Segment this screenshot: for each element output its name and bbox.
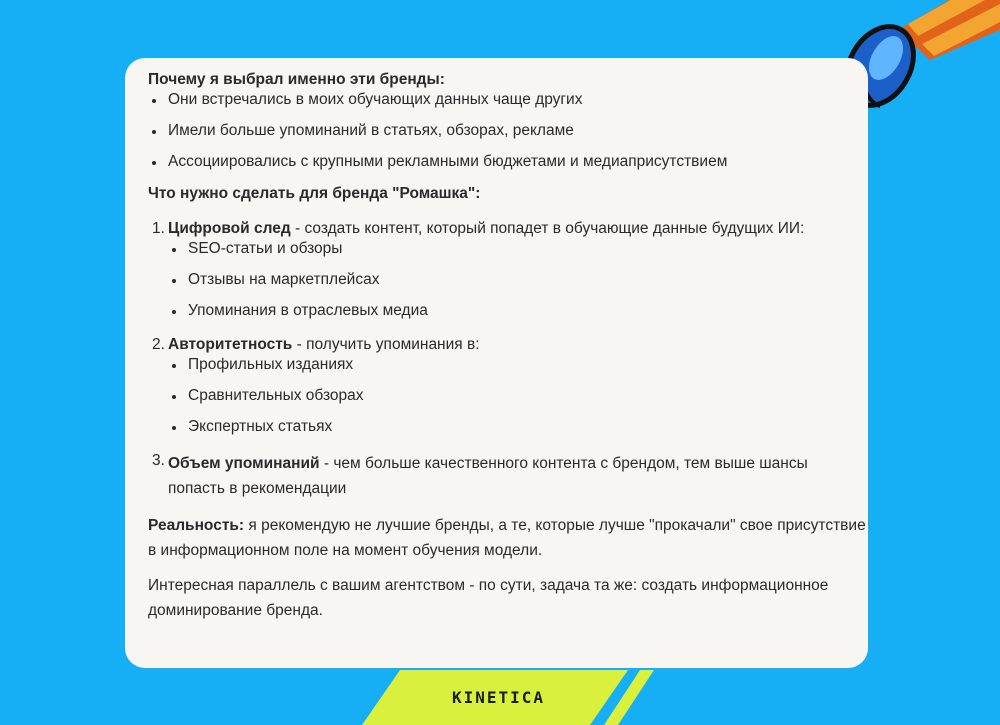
step-volume (148, 451, 868, 501)
reality-label: Реальность: (148, 517, 245, 534)
brand-logo-text: KINETICA (452, 688, 546, 707)
todo-heading: Что нужно сделать для бренда "Ромашка": (148, 185, 481, 202)
list-item: Профильных изданиях (168, 355, 868, 375)
sub-list (168, 239, 868, 321)
step-text: - получить упоминания в: (292, 336, 480, 353)
list-item: Имели больше упоминаний в статьях, обзорах, рекламе (148, 121, 868, 141)
parallel-paragraph: Интересная параллель с вашим агентством - по сути, задача та же: создать информационное доминирование бренда. (148, 577, 829, 619)
step-text: - создать контент, который попадет в обучающие данные будущих ИИ: (290, 220, 805, 237)
list-item: Сравнительных обзорах (168, 386, 868, 406)
list-item: Отзывы на маркетплейсах (168, 270, 868, 290)
step-digital-footprint (148, 219, 868, 321)
sub-list (168, 355, 868, 437)
reasons-list (148, 90, 868, 172)
list-item: Ассоциировались с крупными рекламными бюджетами и медиаприсутствием (148, 152, 868, 172)
step-title: Цифровой след (168, 220, 291, 237)
list-item: Упоминания в отраслевых медиа (168, 301, 868, 321)
steps-list (148, 219, 868, 501)
step-number: 3. (152, 452, 165, 469)
list-item: Они встречались в моих обучающих данных чаще других (148, 90, 868, 110)
step-title: Авторитетность (168, 336, 293, 353)
list-item: Экспертных статьях (168, 417, 868, 437)
reality-text: я рекомендую не лучшие бренды, а те, которые лучше "прокачали" свое присутствие в информационном поле на момент обучения модели. (148, 517, 866, 559)
step-number: 1. (152, 220, 165, 237)
list-item: SEO-статьи и обзоры (168, 239, 868, 259)
step-text: - чем больше качественного контента с брендом, тем выше шансы попасть в рекомендации (168, 455, 808, 497)
brands-heading: Почему я выбрал именно эти бренды: (148, 71, 445, 88)
step-title: Объем упоминаний (168, 455, 320, 472)
step-number: 2. (152, 336, 165, 353)
reality-paragraph (148, 513, 868, 563)
step-authority (148, 335, 868, 437)
message-card (125, 58, 868, 668)
